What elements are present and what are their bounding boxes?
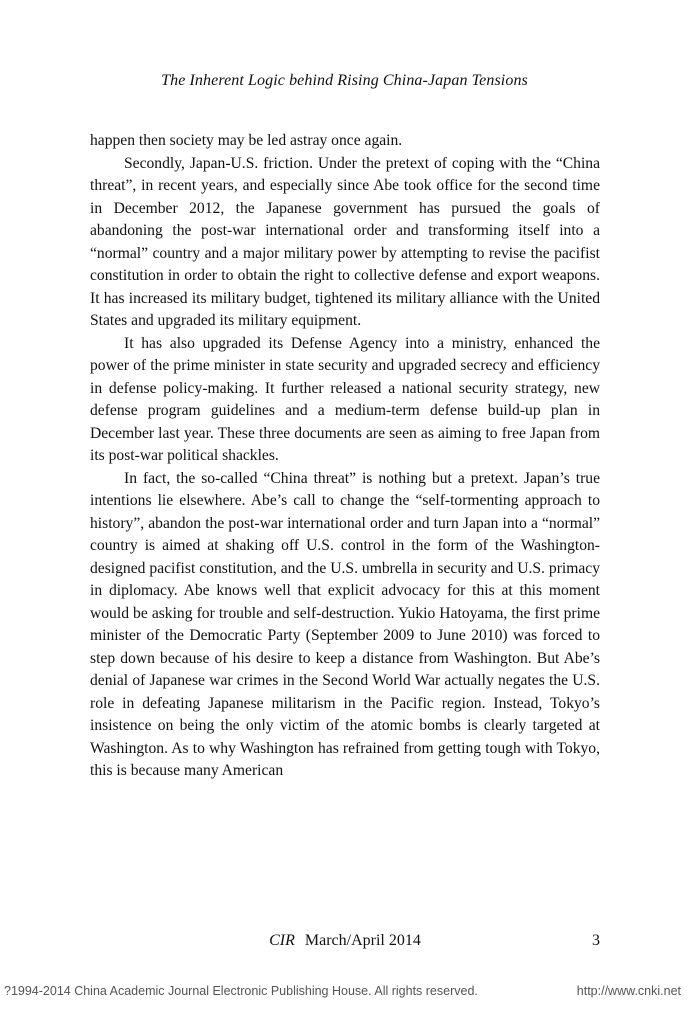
running-header-title: The Inherent Logic behind Rising China-Japan Tensions <box>161 72 528 89</box>
publisher-url-link[interactable]: http://www.cnki.net <box>576 984 681 998</box>
journal-abbreviation: CIR <box>269 932 295 949</box>
page-footer <box>90 932 600 952</box>
footer-journal-info <box>90 932 600 950</box>
article-body <box>90 130 600 783</box>
copyright-notice: ?1994-2014 China Academic Journal Electronic Publishing House. All rights reserved. <box>4 984 478 998</box>
paragraph-china-threat-pretext: In fact, the so-called “China threat” is nothing but a pretext. Japan’s true intentions lie elsewhere. Abe’s call to change the “self-tormenting approach to history”, abandon the post-war international order and turn Japan into a “normal” country is aimed at shaking off U.S. control in the form of the Washington-designed pacifist constitution, and the U.S. umbrella in security and U.S. primacy in diplomacy. Abe knows well that explicit advocacy for this at this moment would be asking for trouble and self-destruction. Yukio Hatoyama, the first prime minister of the Democratic Party (September 2009 to June 2010) was forced to step down because of his desire to keep a distance from Washington. But Abe’s denial of Japanese war crimes in the Second World War actually negates the U.S. role in defeating Japanese militarism in the Pacific region. Instead, Tokyo’s insistence on being the only victim of the atomic bombs is clearly targeted at Washington. As to why Washington has refrained from getting tough with Tokyo, this is because many American <box>90 469 600 779</box>
page-number: 3 <box>592 932 600 949</box>
paragraph-japan-us-friction: Secondly, Japan-U.S. friction. Under the pretext of coping with the “China threat”, in recent years, and especially since Abe took office for the second time in December 2012, the Japanese government has pursued the goals of abandoning the post-war international order and transforming itself into a “normal” country and a major military power by attempting to revise the pacifist constitution in order to obtain the right to collective defense and export weapons. It has increased its military budget, tightened its military alliance with the United States and upgraded its military equipment. <box>90 154 600 329</box>
journal-issue: March/April 2014 <box>304 932 421 949</box>
paragraph-continued: happen then society may be led astray once again. <box>90 132 403 149</box>
copyright-bar <box>0 984 689 1004</box>
paragraph-defense-agency: It has also upgraded its Defense Agency into a ministry, enhanced the power of the prime minister in state security and upgraded secrecy and efficiency in defense policy-making. It further released a national security strategy, new defense program guidelines and a medium-term defense build-up plan in December last year. These three documents are seen as aiming to free Japan from its post-war political shackles. <box>90 334 600 464</box>
